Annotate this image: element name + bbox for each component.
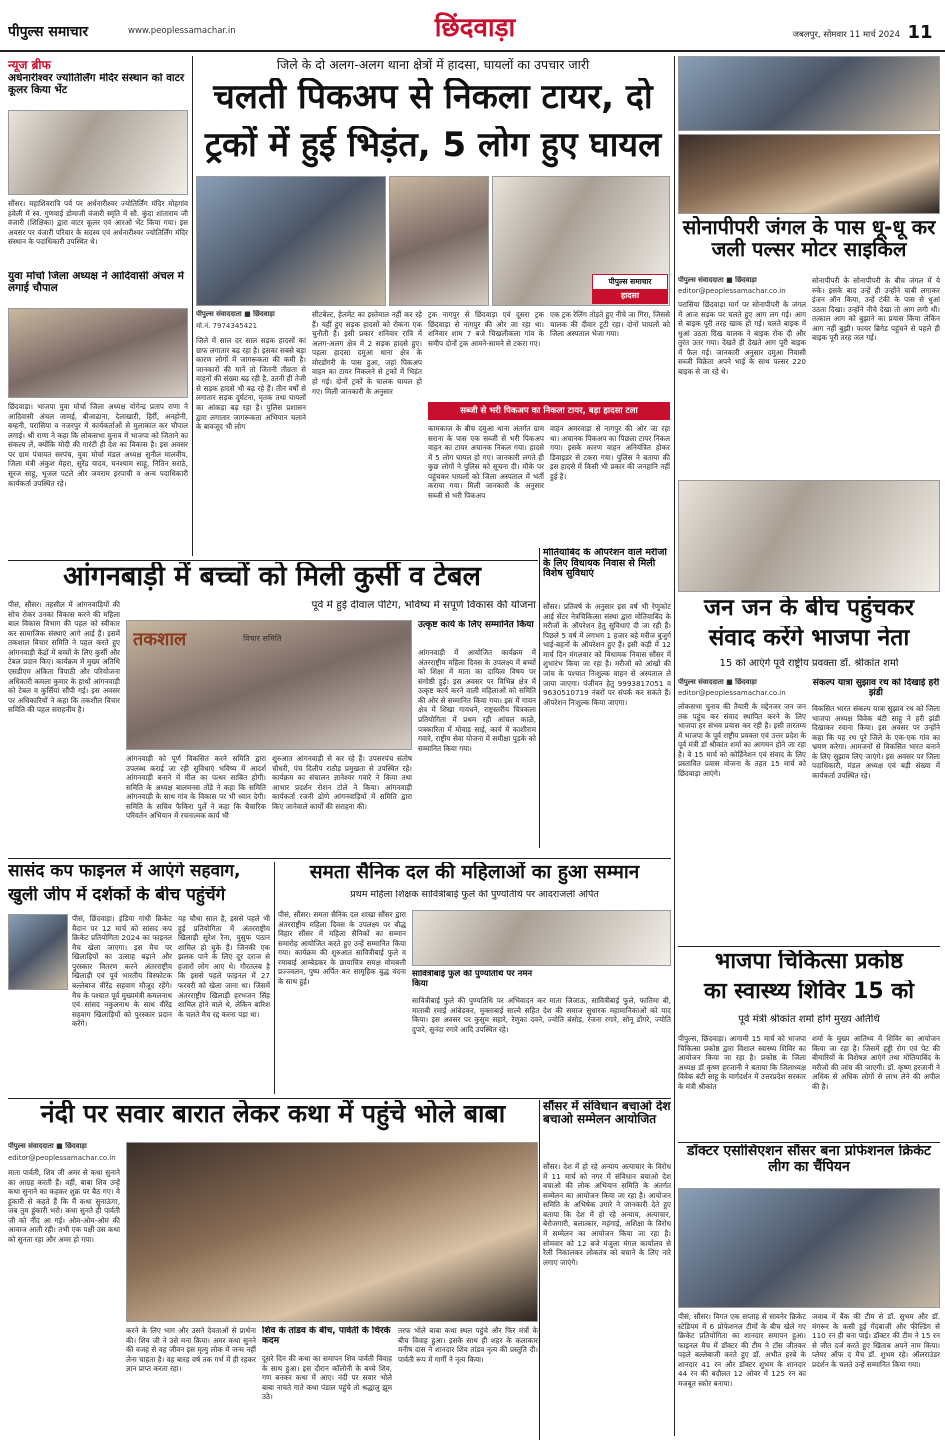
- constitution-headline: सौंसर में संविधान बचाओ देश बचाओ सम्मेलन आयोजित: [543, 1100, 671, 1127]
- health-camp-story: [678, 950, 940, 1140]
- katha-sub: शिव के तांडव के बीच, पार्वती के थिरके कदम: [262, 1326, 391, 1347]
- lead-mobile: मो.नं. 7974345421: [196, 322, 258, 330]
- banner-subtext: विचार समिति: [243, 634, 282, 643]
- lead-col4: एक ट्रक रेलिंग तोड़ते हुए नीचे जा गिरा, जिससे चालक की दीवार टूटी रहा। दोनों घायलों को जिला अस्पताल भेजा गया।: [550, 310, 670, 339]
- bjp-subhead: संकल्प यात्रा सुझाव रथ को दिखाई हरी झंडी: [812, 678, 940, 699]
- sehwag-headline-line2: खुली जीप में दर्शकों के बीच पहुंचेंगे: [8, 886, 226, 905]
- bike-col2: सोनापीपरी के सोनापीपरी के बीच जंगल में ये रुके। इसके बाद उन्हें ही उन्होंने चाबी लगाकर इंजन ऑन किया, उन्हें टंकी के पास से धुआं उठता दिखा। उन्होंने नीचे देखा तो आग लगी थी। तत्काल आग को बुझाने का प्रयास किया लेकिन आग नहीं बुझी। फायर ब्रिगेड पहुंचने से पहले ही बाइक पूरी तरह जल गई।: [812, 276, 940, 343]
- photo-tag-label: हादसा: [593, 289, 667, 303]
- lead-story: [196, 56, 670, 560]
- women-col1: पीसं, सौंसर। समता सैनिक दल शाखा सौंसर द्वारा अंतरराष्ट्रीय महिला दिवस के उपलक्ष्य पर बौद्ध विहार सौंसर में महिला सैनिकों का सम्मान समारोह आयोजित करते हुए उन्हें सम्मानित किया गया। कार्यक्रम की शुरुआत सावित्रीबाई फुले व रमाबाई आम्बेडकर के छायाचित्र समक्ष मोमबत्ती प्रज्ज्वलन, पुष्प अर्पित कर सामूहिक बुद्ध वंदना के साथ हुई।: [278, 910, 406, 987]
- lead-col5: कामकाज के बीच दमुआ थाना अंतर्गत ग्राम सराना के पास एक सब्जी से भरी पिकअप वाहन का टायर अचानक निकल गया। हादसे में 5 लोग घायल हो गए। जानकारी लगते ही कुछ लोगों ने पुलिस को सूचना दी। मौके पर पहुंचकर घायलों को जिला अस्पताल में भर्ती कराया गया। मिली जानकारी के अनुसार सब्जी से भरी पिकअप: [428, 424, 544, 501]
- city-title: छिंदवाड़ा: [434, 13, 516, 42]
- cataract-body: सौंसर। प्रतिवर्ष के अनुसार इस वर्ष भी रेणुकोट आई सेंटर नेत्रचिकित्सा संस्था द्वारा मोतियाबिंद के मरीजों के ऑपरेशन हेतु सुविधाएं दी जा रही हैं। पिछले 5 वर्ष में लगभग 1 हजार बहे मरीज बुजुर्ग भाई-बहनों के ऑपरेशन हुए हैं। इसी कड़ी में 12 मार्च दिन मंगलवार को विधायक निवास सौंसर में शुभारंभ किया जा रहा है। मरीजों को आंखों की जांच के पश्चात निःशुल्क वाहन से अस्पताल ले जाया जाएगा। पंजीयन हेतु 9993817051 व 9630510719 नंबरों पर संपर्क कर सकते हैं। ऑपरेशन निःशुल्क किया जाएगा।: [543, 602, 671, 707]
- katha-photo: [126, 1142, 538, 1322]
- brief-item1-title: अर्धनारीश्वर ज्योतिर्लिंग मंदिर संस्थान को वाटर कूलर किया भेंट: [8, 73, 185, 96]
- shiv-katha-story: [8, 1100, 538, 1440]
- lead-subhead: सब्जी से भरी पिकअप का निकला टायर, बड़ा हादसा टला: [428, 402, 670, 420]
- site-url[interactable]: www.peoplessamachar.in: [128, 26, 236, 36]
- bjp-headline-line2: संवाद करेंगे भाजपा नेता: [708, 626, 910, 651]
- doctors-headline: डॉक्टर एसोसिएशन सौंसर बना प्रोफेशनल क्रिकेट लीग का चैंपियन: [687, 1144, 931, 1175]
- katha-headline: नंदी पर सवार बारात लेकर कथा में पहुंचे भोले बाबा: [40, 1100, 506, 1128]
- katha-email[interactable]: editor@peoplessamachar.co.in: [8, 1154, 116, 1162]
- health-headline-line2: का स्वास्थ्य शिविर 15 को: [704, 980, 914, 1004]
- news-brief: [8, 56, 188, 556]
- anganwadi-headline: आंगनबाड़ी में बच्चों को मिली कुर्सी व टेबल: [63, 562, 481, 592]
- women-sub: सावित्रीबाई फुले की पुण्यतिथि पर नमन किया: [412, 970, 533, 989]
- bike-col1: परासिया छिंदवाड़ा मार्ग पर सोनापीपरी के जंगल में आज सड़क पर चलते हुए आग लग गई। आग से बाइक पूरी तरह खाक हो गई। चलते बाइक में धुआं उठता दिख चालक ने बाइक रोक दी और तुरंत उतर गया। देखते ही देखते आग पूरी बाइक में फैल गई। जानकारी अनुसार दमुआ निवासी सब्जी विक्रेता अपने भाई के साथ पल्सर 220 बाइक से जा रहे थे।: [678, 300, 806, 377]
- lead-col1: जिले में साल दर साल सड़क हादसों का ग्राफ लगातार बढ़ रहा है। इसका सबसे बड़ा कारण लोगों में जागरूकता की कमी है। जानकारों की मानें तो जितनी तीव्रता से वाहनों की संख्या बढ़ रही है, उतनी ही तेजी से सड़क हादसे भी बढ़ रहे हैं। तीन वर्षों से लगातार सड़क दुर्घटना, मृतक तथा घायलों का आंकड़ा बढ़ रहा है। पुलिस प्रशासन द्वारा लगातार जागरूकता अभियान चलाने के बावजूद भी लोग: [196, 336, 306, 432]
- brief-tag: न्यूज ब्रीफ: [8, 58, 51, 72]
- health-col1: पीपुल्स, छिंदवाड़ा। आगामी 15 मार्च को भाजपा चिकित्सा प्रकोष्ठ द्वारा विशाल स्वास्थ्य शिविर का आयोजन किया जा रहा है। प्रकोष्ठ के जिला अध्यक्ष डॉ कृष्ण हरजानी ने बताया कि जिलाध्यक्ष विवेक बंटी साहू के मार्गदर्शन में उत्तरप्रदेश सरकार के मंत्री श्रीकांत: [678, 1034, 806, 1091]
- brief-item1-body: सौंसर। महाशिवरात्रि पर्व पर अर्धनारीश्वर ज्योतिर्लिंग मंदिर मोहगांव हवेली में स्व. गुणवाई डोमाजी वंजारी स्मृति में सौ. कुंदा शांताराम जी वंजारी (शिक्षिका) द्वारा वाटर कूलर एवं आरओ भेंट किया गया। इस अवसर पर वंजारी परिवार के सदस्य एवं अर्धनारीश्वर ज्योतिर्लिंग मंदिर संस्थान के पदाधिकारी उपस्थित थे।: [8, 199, 188, 247]
- photo-tag-brand: पीपुल्स समाचार: [608, 277, 652, 286]
- anganwadi-col2: आंगनवाड़ी को पूर्ण विकसित करने समिति द्वारा उपलब्ध कराई जा रही सुविधाएं भविष्य में आदर्श आंगनवाड़ी बनाने में मील का पत्थर साबित होगी। समिति के अध्यक्ष बालमनस तोंडे ने कहा कि समिति आंगनवाड़ी के साथ गांव के विकास पर भी ध्यान देगी। समिति के सचिव फैकिरा पुर्ले ने कहा कि बैचारिक परिवर्तन अभियान में रचनात्मक कार्य भी: [126, 754, 266, 821]
- health-headline-line1: भाजपा चिकित्सा प्रकोष्ठ: [714, 950, 904, 974]
- brief-item2-photo: [8, 308, 188, 398]
- katha-byline: पीपुल्स संवाददाता ■ छिंदवाड़ा: [8, 1142, 87, 1150]
- brief-item2-body: छिंदवाड़ा। भाजपा युवा मोर्चा जिला अध्यक्ष योगेन्द्र प्रताप राणा ने आदिवासी अंचल जामई, बीजाढाना, देलाखारी, हिर्री, अनहोनी, बम्हनी, परासिया व नजरपुर में कार्यकर्ताओं से मुलाकात कर चौपाल लगाई। श्री राणा ने कहा कि लोकसभा चुनाव में भाजपा को जिताने का संकल्प लें, क्योंकि मोदी की गारंटी ही देश का विकास है। इस अवसर पर ग्राम पंचायत सरपंच, युवा मोर्चा मंडल अध्यक्ष सुनील मालवीय, जिला मंत्री अंकुश मेहरा, सुरेंद्र यादव, घनश्याम साहू, नितिन सराठे, सूरज साहू, भूजल पटले और जयराम इरपाची व अन्य पदाधिकारी कार्यकर्ता उपस्थित रहे।: [8, 402, 188, 488]
- photo-tag: [592, 274, 668, 304]
- bjp-headline-line1: जन जन के बीच पहुंचकर: [703, 596, 914, 621]
- constitution-body: सौंसर। देश में हो रहे अन्याय अत्याचार के विरोध में 11 मार्च को नगर में संविधान बचाओ देश बचाओ की लोक अभियान समिति के अंतर्गत सम्मेलन का आयोजन किया जा रहा है। आयोजन समिति के अभिषेक उगारे ने जानकारी देते हुए बताया कि देश में हो रहे अन्याय, अत्याचार, बेरोजगारी, बलात्कार, महंगाई, अशिक्षा के विरोध में सम्मेलन का आयोजन किया जा रहा है। सोमवार को 12 बजे मंजुला मंगल कार्यालय से रैली निकालकर लोकतंत्र को बचाने के लिए नारे लगाए जाएंगे।: [543, 1162, 671, 1267]
- anganwadi-deck: पूर्व में हुई दीवाल पेंटिंग, भविष्य में सपूर्ण विकास की योजना: [311, 600, 536, 611]
- anganwadi-story: [8, 562, 536, 854]
- cataract-headline: मोतियाबिंद के ऑपरेशन वाले मरीजों के लिए विधायक निवास से मिली विशेष सुविधाएं: [543, 548, 667, 580]
- bike-byline: पीपुल्स संवाददाता ■ छिंदवाड़ा: [678, 276, 757, 284]
- cataract-story: [543, 548, 671, 848]
- brief-item1-photo: [8, 110, 188, 195]
- women-deck: प्रथम महिला शिक्षक सावित्रीबाई फुले की पुण्यतिथि पर आदरांजली अर्पित: [350, 890, 599, 900]
- women-photo: [412, 910, 671, 966]
- page-number: 11: [907, 22, 933, 43]
- women-col2: सावित्रीबाई फुले की पुण्यतिथि पर अभिवादन कर माता जिजाऊ, सावित्रीबाई फुले, फातिमा बी, माताबी रमाई आंबेडकर, मुक्ताबाई साल्वे सहित देश की समाज सुधारक महामानिकाओं को याद किया। इस अवसर पर कुसुम सहारे, रेणुका दवने, ज्योति बंसोड़, रंजना रगारे, सोनू डोंगरे, ज्योति दुपारे, सुनंदा रगारे आदि उपस्थित रहे।: [412, 996, 671, 1034]
- doctors-photo: [678, 1188, 940, 1308]
- anganwadi-photo: [126, 620, 412, 750]
- lead-col6: वाहन अमरवाड़ा से नागपुर की ओर जा रहा था। अचानक पिकअप का पिछला टायर निकल गया। इसके कारण वाहन अनियंत्रित होकर डिवाइडर से टकरा गया। पुलिस ने बताया की इस हादसे में किसी भी प्रकार की जनहानि नहीं हुई है।: [550, 424, 670, 481]
- bike-headline: सोनापीपरी जंगल के पास धू-धू कर जली पल्सर मोटर साइकिल: [682, 216, 936, 262]
- anganwadi-col3: शुरुआत आंगनवाड़ी से कर रहे हैं। उपसरपंच संतोष चौधरी, पंच दिलीप राठौड़ प्रमुखता से उपस्थित रहे। कार्यक्रम का संचालन ज्ञानेश्वर गवारे ने किया तथा आभार प्रदर्शन रोशन टोले ने किया। आंगनवाड़ी कार्यकर्ता रजनी ढोणे आंगनवाड़ियों में समिति द्वारा किए जानेवाले कार्यों की सराहना की।: [272, 754, 412, 811]
- banner-text: तकशाल: [133, 629, 187, 649]
- masthead: [0, 0, 945, 52]
- bjp-samvad-story: [678, 480, 940, 940]
- anganwadi-col1: पीसं, सौंसर। तहसील में आंगनवाड़ियों की सोच रोकर उनका विकास करने की महिला बाल विकास विभाग की पहल को स्वीकार कर सामाजिक संस्थाएं आगे आई हैं। इसमें तकशाल विचार समिति ने पहल करते हुए आंगनवाड़ी केंद्रों में बच्चों के लिए कुर्सी और टेबल प्रदान किए। कार्यक्रम में मुख्य अतिथि एसडीएम अंकिता त्रिपाठी और परियोजना अधिकारी कमला कुमार के हाथों आंगनवाड़ी को टेबल व कुर्सियां सौंपी गई। इस अवसर पर अधिकारियों ने कहा कि तकशील विचार समिति की पहल सराहनीय है।: [8, 600, 120, 715]
- sehwag-story: [8, 862, 270, 1094]
- anganwadi-col4: आंगनवाड़ी में आयोजित कार्यक्रम में अंतरराष्ट्रीय महिला दिवस के उपलक्ष्य में बच्चों को शिक्षा में माता का दायित्व विषय पर संगोष्ठी हुई। इस अवसर पर विभिन्न क्षेत्र में उत्कृष्ट कार्य करने वाली महिलाओं को समिति की ओर से सम्मानित किया गया। इस में गायन क्षेत्र में शिखा गायधने, राष्ट्रस्तरीय चित्रकला प्रतियोगिता में प्रथम रही आंचल काळे, पत्रकारिता में मोवाड़ साई, कार्य में काशीराम गवारे, राष्ट्रीय सेवा योजना में समीक्षा पुड़के को सम्मानित किया गया।: [418, 648, 536, 753]
- lead-col2: सीटबेल्ट, हेलमेट का इस्तेमाल नहीं कर रहे हैं। यहीं हुए सड़क हादसों को रोकना एक चुनौती है। इसी प्रकार शनिवार रात्रि में अलग-अलग क्षेत्र में 2 सड़क हादसे हुए। पहला हादसा दमुआ थाना क्षेत्र के मोरडोंगरी के पास हुआ, जहां पिकअप वाहन का टायर निकलने से ट्रकों में भिड़ंत हो गई। दोनों ट्रकों के चालक घायल हो गए। मिली जानकारी के अनुसार: [312, 310, 422, 396]
- bike-photo-burnt: [678, 134, 940, 214]
- bjp-byline: पीपुल्स संवाददाता ■ छिंदवाड़ा: [678, 678, 757, 686]
- health-deck: पूर्व मंत्री श्रीकांत शर्मा होंगे मुख्य अतिथि: [738, 1014, 880, 1025]
- bike-fire-story: [678, 56, 940, 476]
- bjp-photo: [678, 480, 940, 592]
- lead-headline-line1: चलती पिकअप से निकला टायर, दो: [213, 78, 653, 117]
- constitution-story: [543, 1100, 671, 1440]
- katha-col2: करने के लिए भाग और उसने देवताओं से प्रार्थना की। शिव जी ने उसे मना किया। अमर कथा सुनने की वजह से वह जीवन इस मृत्यु लोक में जन्म नहीं लेना चाहता है। वह बारह वर्ष तक गर्भ में ही रहकर ज्ञान प्राप्त करता रहा।: [126, 1326, 256, 1374]
- lead-col3: ट्रक नागपुर से छिंदवाड़ा एवं दूसरा ट्रक छिंदवाड़ा से नागपुर की ओर जा रहा था। शनिवार शाम 7 बजे चिखलीकला गांव के समीप दोनों ट्रक आमने-सामने से टकरा गए।: [428, 310, 544, 348]
- dateline: जबलपुर, सोमवार 11 मार्च 2024: [792, 30, 900, 40]
- sehwag-col1: पीसं, छिंदवाड़ा। इंडिया गांधी क्रिकेट मैदान पर 12 मार्च को सांसद कप क्रिकेट प्रतियोगिता 2024 का फाइनल मैच खेला जाएगा। इस मैच पर खिलाड़ियों का उत्साह बढ़ाने और पुरस्कार वितरण करने अंतरराष्ट्रीय खिलाड़ी एवं पूर्व भारतीय विस्फोटक बल्लेबाज वीरेंद्र सहवाग मौजूद रहेंगे। मैच के पश्चात पूर्व मुख्यमंत्री कमलनाथ एवं सांसद नकुलनाथ के साथ वीरेंद्र सहवाग खिलाड़ियों को पुरस्कार प्रदान करेंगे।: [72, 914, 172, 1029]
- lead-byline: पीपुल्स संवाददाता ■ छिंदवाड़ा: [196, 310, 275, 318]
- lead-kicker: जिले के दो अलग-अलग थाना क्षेत्रों में हादसा, घायलों का उपचार जारी: [276, 58, 590, 72]
- bike-email[interactable]: editor@peoplessamachar.co.in: [678, 287, 786, 295]
- lead-headline-line2: ट्रकों में हुई भिड़ंत, 5 लोग हुए घायल: [204, 126, 662, 165]
- katha-col1: माता पार्वती, शिव जी अमर से कथा सुनाने का आग्रह करती हैं। वहीं, बाबा शिव उन्हें कथा सुनाने का कहकर शुक्र पर बैठ गए। वे हुंकारी से कहते हैं कि मैं कथा सुनाऊंगा, जब तुम हुंकारी भरो। कथा सुनते ही पार्वती जी को नींद आ गई। ओम-ओम-ओम की आवाज आती रही। तभी एक पक्षी उस कथा को सुनता रहा और अमर हो गया।: [8, 1168, 120, 1245]
- women-honour-story: [278, 862, 671, 1094]
- sehwag-col2: यह चौथा साल है, इससे पहले भी हुई प्रतियोगिता में अंतरराष्ट्रीय खिलाड़ी सुरेश रैना, युसुफ पठान शामिल हो चुके हैं। जिनकी एक झलक पाने के लिए दूर दराज से हजारों लोग आए थे। गौरतलब है कि इससे पहले फाइनल में 27 फरवरी को खेला जाना था। जिसमें अंतरराष्ट्रीय खिलाड़ी हरभजन सिंह शामिल होने वाले थे, लेकिन बारिश के चलते मैच रद्द करना पड़ा था।: [178, 914, 270, 1019]
- anganwadi-sub: उत्कृष्ट कार्य के लिए सम्मानित किया: [418, 620, 534, 630]
- brand-logo: पीपुल्स समाचार: [8, 24, 89, 40]
- bjp-col1: लोकसभा चुनाव की तैयारी के मद्देनजर जन जन तक पहुंच कर संवाद स्थापित करने के लिए भाजपा हर संभव प्रयास कर रही है। इसी तारतम्य में भाजपा के पूर्व राष्ट्रीय प्रवक्ता एवं उत्तर प्रदेश के पूर्व मंत्री डॉ श्रीकांत शर्मा का आगमन होने जा रहा है। वे 15 मार्च को कोर्डिनेशन एवं संवाद के लिए प्रस्तावित प्रवास योजना के तहत 15 मार्च को छिंदवाड़ा आएंगे।: [678, 702, 806, 779]
- bjp-col2: विकसित भारत संकल्प यात्रा सुझाव रथ को जिला भाजपा अध्यक्ष विवेक बंटी साहू ने हरी झंडी दिखाकर रवाना किया। इस अवसर पर उन्होंने कहा कि यह रथ पूरे जिले के एक-एक गांव का भ्रमण करेगा। आमजनों से विकसित भारत बनाने के लिए सुझाव लिए जाएंगे। इस अवसर पर जिला पदाधिकारी, मंडल अध्यक्ष एवं बड़ी संख्या में कार्यकर्ता उपस्थित रहे।: [812, 704, 940, 781]
- doctors-col2: जवाब में बैंक की टीम से डॉ. सुभम और डॉ. मंगरूर के कसी हुई गेंदबाजी और फील्डिंग से 110 रन ही बना पाई। डॉक्टर की टीम ने 15 रन से जीत दर्ज करते हुए खिताब अपने नाम किया। प्लेयर ऑफ द मैच डॉ. शुभम रहे। ऑलराउंडर प्रदर्शन के चलते उन्हें सम्मानित किया गया।: [812, 1312, 940, 1369]
- women-headline: समता सैनिक दल की महिलाओं का हुआ सम्मान: [309, 862, 640, 883]
- sehwag-photo: [8, 914, 68, 990]
- bjp-deck: 15 को आएंगे पूर्व राष्ट्रीय प्रवक्ता डॉ. श्रीकांत शर्मा: [719, 658, 899, 669]
- bjp-email[interactable]: editor@peoplessamachar.co.in: [678, 689, 786, 697]
- health-col2: शर्मा के मुख्य आतिथ्य में शिविर का आयोजन किया जा रहा है। जिसमें हड्डी रोग एवं पेट की बीमारियों के विशेषज्ञ आएंगे तथा मोतियाबिंद के मरीजों की जांच की जाएगी। डॉ. कृष्ण हरजानी ने अधिक से अधिक लोगों से लाभ लेने की अपील की है।: [812, 1034, 940, 1091]
- katha-col3: दूसरे दिन की कथा का समापन शिव पार्वती विवाह के साथ हुआ। इस दौरान कॉलोनी के बच्चे शिव, गण बनकर कथा में आए। नंदी पर सवार भोले बाबा नाचते गाते कथा पंडाल पहुंचे तो श्रद्धालु झूम उठे।: [262, 1354, 392, 1402]
- doctors-col1: पीसं, सौंसर। विगत एक सप्ताह से सावनेर क्रिकेट स्टेडियम में 6 प्रोफेशनल टीमों के बीच खेले गए क्रिकेट प्रतियोगिता का शानदार समापन हुआ। फाइनल मैच में डॉक्टर की टीम ने टॉस जीतकर पहले बल्लेबाजी करते हुए डॉ. अभीत हरबे के शानदार 41 रन और डॉक्टर शुभम के शानदार 44 रन की बदौलत 12 ओवर में 125 रन का मजबूत स्कोर बनाया।: [678, 1312, 806, 1389]
- sehwag-headline-line1: सासंद कप फाइनल में आएंगे सहवाग,: [8, 862, 241, 881]
- brief-item2-title: युवा मोर्चा जिला अध्यक्ष ने आदिवासी अंचल में लगाई चौपाल: [8, 271, 184, 294]
- bike-photo-top: [678, 56, 940, 131]
- katha-col4: तरफ भोले बाबा कथा स्थल पहुंचे और फिर मंत्रों के बीच विवाह हुआ। इसके साथ ही शहर के कलाकार मनीष दास ने शानदार शिव तांडव नृत्य की प्रस्तुति दी। पार्वती रूप में गार्गी ने नृत्य किया।: [398, 1326, 538, 1364]
- doctors-cricket-story: [678, 1144, 940, 1440]
- lead-photo-left: [196, 176, 386, 306]
- lead-photo-mid: [389, 176, 489, 306]
